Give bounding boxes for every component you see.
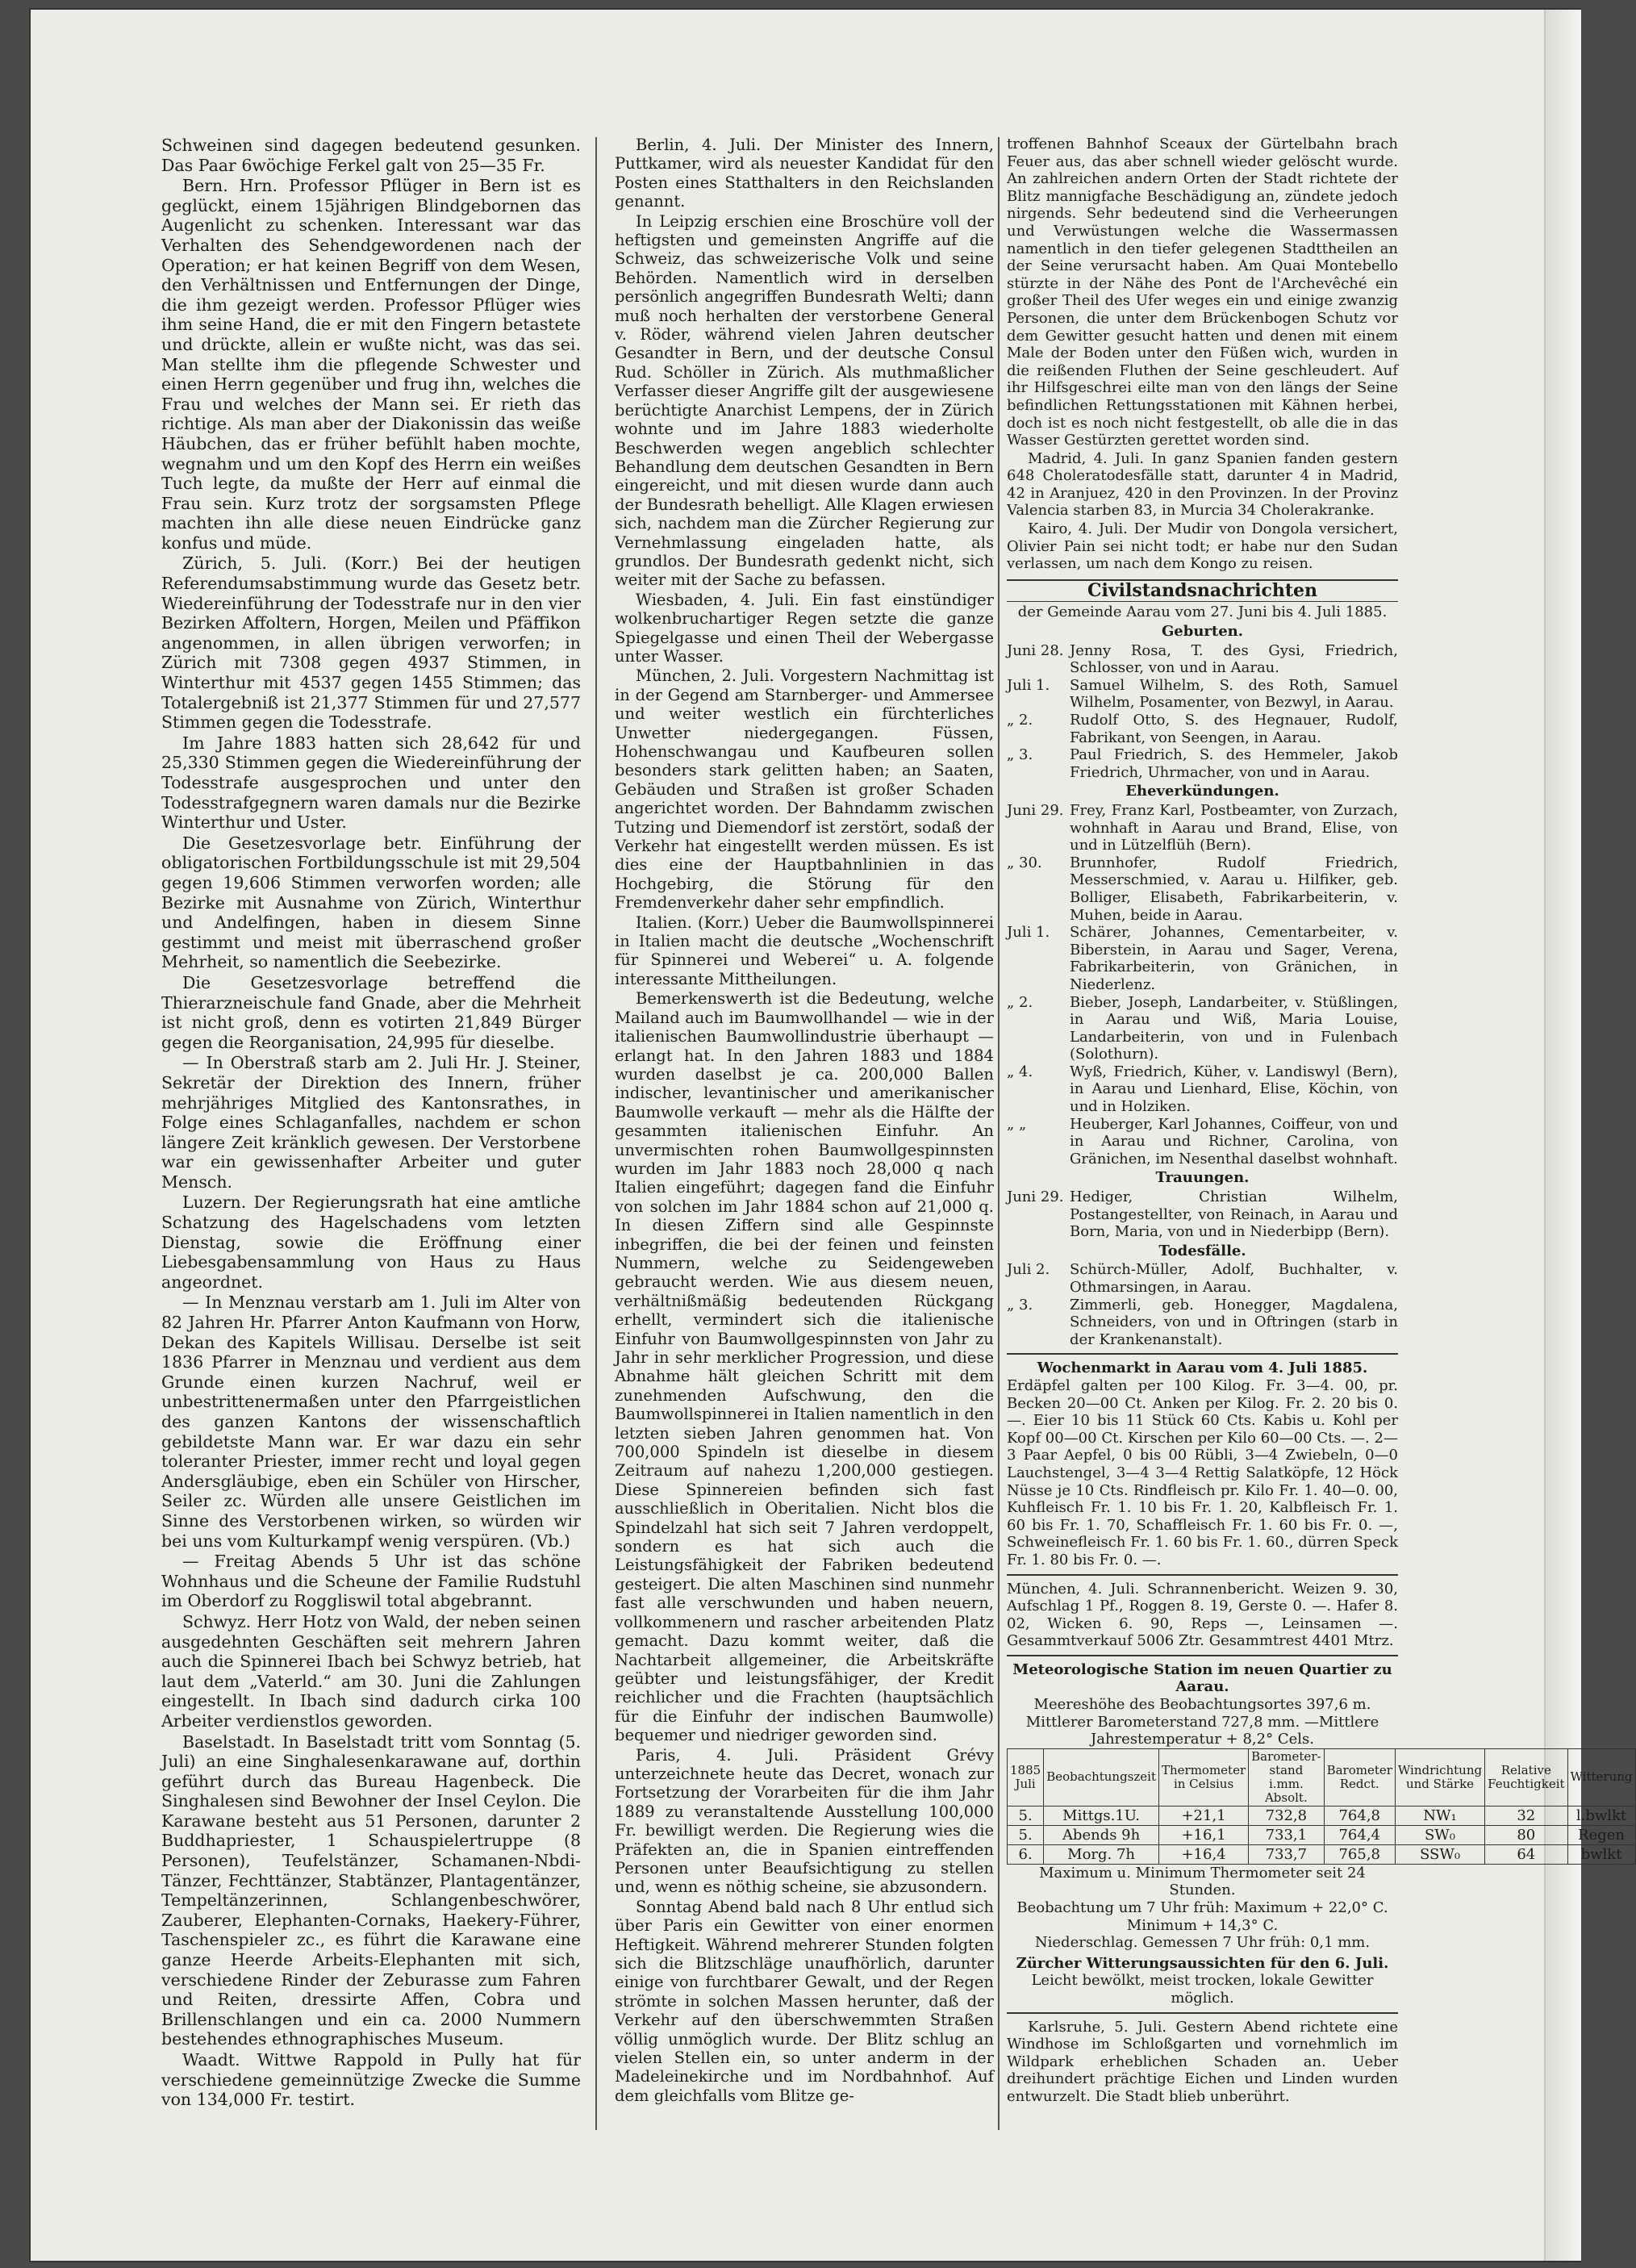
entry-date: „ „	[1007, 1115, 1027, 1133]
table-header: Relative Feuchtigkeit	[1485, 1748, 1567, 1806]
divider	[1007, 2012, 1398, 2014]
table-cell: Mittgs.1U.	[1044, 1806, 1159, 1825]
marriages-heading: Eheverkündungen.	[1125, 783, 1279, 800]
list-item	[1007, 642, 1398, 677]
entry-text: Rudolf Otto, S. des Hegnauer, Rudolf, Fabrikant, von Seengen, in Aarau.	[1070, 712, 1398, 746]
entry-date: „ 3.	[1007, 746, 1033, 764]
table-header: Thermometer in Celsius	[1158, 1748, 1248, 1806]
paragraph: — Freitag Abends 5 Uhr ist das schöne Wohnhaus und die Scheune der Familie Rudstuhl im Oberdorf zu Roggliswil total abgebrannt.	[161, 1552, 581, 1611]
weddings-heading: Trauungen.	[1155, 1169, 1250, 1187]
paragraph: Baselstadt. In Baselstadt tritt vom Sonntag (5. Juli) an eine Singhalesenkarawane auf, dorthin geführt durch das Bureau Hagenbeck. Die Singhalesen sind Bewohner der Insel Ceylon. Die Karawane besteht aus 51 Personen, darunter 2 Buddhapriester, 1 Schauspielertruppe (8 Personen), Teufelstänzer, Schamanen-Nbdi-Tänzer, Fechttänzer, Stabtänzer, Plantagentänzer, Tempeltänzerinnen, Schlangenbeschwörer, Zauberer, Elephanten-Cornaks, Haekery-Führer, Taschenspieler zc., es führt die Karawane eine ganze Heerde Arbeits-Elephanten mit sich, verschiedene Rinder der Zeburasse zum Fahren und Reiten, dressirte Affen, Cobra und Brillenschlangen und ein ca. 2000 Nummern bestehendes ethnographisches Museum.	[161, 1731, 581, 2049]
table-cell: SSW₀	[1395, 1844, 1484, 1864]
entry-date: „ 3.	[1007, 1296, 1033, 1314]
entry-text: Bieber, Joseph, Landarbeiter, v. Stüßlingen, in Aarau und Wiß, Maria Louise, Landarbeiterin, von und in Fulenbach (Solothurn).	[1070, 993, 1398, 1063]
table-cell: +16,1	[1158, 1825, 1248, 1844]
table-row	[1008, 1825, 1636, 1844]
paragraph: Waadt. Wittwe Rappold in Pully hat für verschiedene gemeinnützige Zwecke die Summe von 134,000 Fr. testirt.	[161, 2050, 581, 2110]
table-cell: 5.	[1008, 1806, 1044, 1825]
entry-text: Wyß, Friedrich, Küher, v. Landiswyl (Bern), in Aarau und Lienhard, Elise, Köchin, von und in Holziken.	[1070, 1063, 1398, 1116]
table-cell: 733,7	[1249, 1844, 1324, 1864]
meteo-note: Beobachtung um 7 Uhr früh: Maximum + 22,0° C.	[1016, 1899, 1388, 1917]
column-rule	[595, 137, 597, 2130]
page-edge	[1544, 10, 1581, 2261]
entry-date: Juli 2.	[1007, 1261, 1050, 1279]
list-item	[1007, 712, 1398, 746]
births-heading: Geburten.	[1161, 623, 1244, 641]
table-row	[1008, 1844, 1636, 1864]
paragraph: München, 2. Juli. Vorgestern Nachmittag ist in der Gegend am Starnberger- und Ammersee und weiter westlich ein fürchterliches Unwetter niedergegangen. Füssen, Hohenschwangau und Kaufbeuren sollen besonders stark gelitten haben; an Saaten, Gebäuden und Straßen ist großer Schaden angerichtet worden. Der Bahndamm zwischen Tutzing und Diemendorf ist zerstört, sodaß der Verkehr hat eingestellt werden müssen. Es ist dies eine der Hauptbahnlinien in das Hochgebirg, die Störung für den Fremdenverkehr daher sehr empfindlich.	[615, 666, 994, 913]
paragraph: Madrid, 4. Juli. In ganz Spanien fanden gestern 648 Choleratodesfälle statt, darunter 4 in Madrid, 42 in Aranjuez, 420 in den Provinzen. In der Provinz Valencia starben 83, in Murcia 34 Cholerakranke.	[1007, 449, 1398, 520]
list-item	[1007, 802, 1398, 854]
entry-text: Paul Friedrich, S. des Hemmeler, Jakob Friedrich, Uhrmacher, von und in Aarau.	[1070, 746, 1398, 781]
table-cell: +16,4	[1158, 1844, 1248, 1864]
table-cell: 64	[1485, 1844, 1567, 1864]
list-item	[1007, 1297, 1398, 1349]
civil-registry-subtitle: der Gemeinde Aarau vom 27. Juni bis 4. Juli 1885.	[1017, 604, 1388, 621]
meteo-note: Minimum + 14,3° C.	[1126, 1916, 1279, 1934]
entry-text: Frey, Franz Karl, Postbeamter, von Zurzach, wohnhaft in Aarau und Brand, Elise, von und in Lützelflüh (Bern).	[1070, 801, 1398, 854]
list-item	[1007, 924, 1398, 993]
list-item	[1007, 1261, 1398, 1296]
list-item	[1007, 677, 1398, 712]
entry-text: Heuberger, Karl Johannes, Coiffeur, von und in Aarau und Richner, Carolina, von Gränichen, im Nesenthal daselbst wohnhaft.	[1070, 1115, 1398, 1167]
table-row	[1008, 1806, 1636, 1825]
entry-date: „ 4.	[1007, 1063, 1033, 1080]
meteo-note: Maximum u. Minimum Thermometer seit 24 Stunden.	[1039, 1864, 1366, 1899]
paragraph: Luzern. Der Regierungsrath hat eine amtliche Schatzung des Hagelschadens vom letzten Dienstag, sowie die Eröffnung einer Liebesgabensammlung von Haus zu Haus angeordnet.	[161, 1192, 581, 1292]
entry-text: Jenny Rosa, T. des Gysi, Friedrich, Schlosser, von und in Aarau.	[1070, 641, 1398, 677]
table-cell: 80	[1485, 1825, 1567, 1844]
table-cell: Abends 9h	[1044, 1825, 1159, 1844]
entry-text: Schürch-Müller, Adolf, Buchhalter, v. Othmarsingen, in Aarau.	[1070, 1261, 1398, 1296]
column-2	[615, 136, 994, 2106]
market-report: Erdäpfel galten per 100 Kilog. Fr. 3—4. 00, pr. Becken 20—00 Ct. Anken per Kilog. Fr. 2. 20 bis 0. —. Eier 10 bis 11 Stück 60 Cts. Kabis u. Kohl per Kopf 00—00 Ct. Kirschen per Kilo 60—00 Cts. —. 2—3 Paar Aepfel, 0 bis 00 Rübli, 3—4 Zwiebeln, 0—0 Lauchstengel, 3—4 3—4 Rettig Salatköpfe, 12 Höck Nüsse je 10 Cts. Rindfleisch pr. Kilo Fr. 1. 40—0. 00, Kuhfleisch Fr. 1. 10 bis Fr. 1. 20, Kalbfleisch Fr. 1. 60 bis Fr. 1. 70, Schaffleisch Fr. 1. 60 bis Fr. 0. —, Schweinefleisch Fr. 1. 60 bis Fr. 1. 60., dürren Speck Fr. 1. 80 bis Fr. 0. —.	[1007, 1376, 1398, 1568]
entry-date: „ 30.	[1007, 854, 1042, 871]
column-1	[161, 136, 581, 2111]
column-rule	[998, 137, 1000, 2130]
civil-registry-title: Civilstandsnachrichten	[1007, 579, 1398, 603]
table-header: Barometer-stand i.mm. Absolt.	[1249, 1748, 1324, 1806]
table-cell: 765,8	[1324, 1844, 1395, 1864]
table-cell: 5.	[1008, 1825, 1044, 1844]
marriages-list	[1007, 802, 1398, 1167]
forecast-text: Leicht bewölkt, meist trocken, lokale Gewitter möglich.	[1031, 1972, 1374, 2007]
table-cell: 733,1	[1249, 1825, 1324, 1844]
paragraph: Schwyz. Herr Hotz von Wald, der neben seinen ausgedehnten Geschäften seit mehrern Jahren auch die Spinnerei Ibach bei Schwyz betrieb, hat laut dem „Vaterld.“ am 30. Juni die Zahlungen eingestellt. In Ibach sind dadurch cirka 100 Arbeiter verdienstlos geworden.	[161, 1611, 581, 1731]
entry-date: Juli 1.	[1007, 676, 1050, 694]
paragraph: Italien. (Korr.) Ueber die Baumwollspinnerei in Italien macht die deutsche „Wochenschrift für Spinnerei und Weberei“ u. A. folgende interessante Mittheilungen.	[615, 913, 994, 988]
entry-date: Juni 29.	[1007, 801, 1064, 819]
paragraph: Die Gesetzesvorlage betr. Einführung der obligatorischen Fortbildungsschule ist mit 29,504 gegen 19,606 Stimmen verworfen worden; alle Bezirke mit Ausnahme von Zürich, Winterthur und Andelfingen, haben in diesem Sinne gestimmt und meist mit überraschend großer Mehrheit, so namentlich die Seebezirke.	[161, 833, 581, 972]
paragraph: — In Oberstraß starb am 2. Juli Hr. J. Steiner, Sekretär der Direktion des Innern, früher mehrjähriges Mitglied des Kantonsrathes, in Folge eines Schlaganfalles, nachdem er schon längere Zeit kränklich gewesen. Der Verstorbene war ein gewissenhafter Arbeiter und guter Mensch.	[161, 1053, 581, 1192]
births-list	[1007, 642, 1398, 782]
table-header: Windrichtung und Stärke	[1395, 1748, 1484, 1806]
entry-date: Juli 1.	[1007, 924, 1050, 942]
table-header: 1885 Juli	[1008, 1748, 1044, 1806]
table-cell: Regen	[1567, 1825, 1635, 1844]
table-cell: 732,8	[1249, 1806, 1324, 1825]
paragraph: Paris, 4. Juli. Präsident Grévy unterzeichnete heute das Decret, wonach zur Fortsetzung der Vorarbeiten für die ihm Jahr 1889 zu veranstaltende Ausstellung 100,000 Fr. bewilligt werden. Die Regierung wies die Präfekten an, die in Spanien eintreffenden Personen unter Beaufsichtigung zu stellen und, wenn es nöthig scheine, sie abzusondern.	[615, 1745, 994, 1897]
table-cell: SW₀	[1395, 1825, 1484, 1844]
divider	[1007, 1574, 1398, 1576]
deaths-heading: Todesfälle.	[1158, 1242, 1246, 1259]
table-cell: 764,8	[1324, 1806, 1395, 1825]
entry-text: Schärer, Johannes, Cementarbeiter, v. Biberstein, in Aarau und Sager, Verena, Fabrikarbeiterin, von Gränichen, in Niederlenz.	[1070, 924, 1398, 993]
forecast-title: Zürcher Witterungsaussichten für den 6. Juli.	[1016, 1954, 1389, 1972]
list-item	[1007, 854, 1398, 924]
paragraph: — In Menznau verstarb am 1. Juli im Alter von 82 Jahren Hr. Pfarrer Anton Kaufmann von Horw, Dekan des Kapitels Willisau. Derselbe ist seit 1836 Pfarrer in Menznau und verdient aus dem Grunde einen kurzen Nachruf, weil er unbestrittenermaßen unter den Pfarrgeistlichen des ganzen Kantons der wissenschaftlich gebildetste Mann war. Er war dazu ein sehr toleranter Priester, immer recht und loyal gegen Andersgläubige, eben ein Schüler von Hirscher, Seiler zc. Würden alle unsere Geistlichen im Sinne des Verstorbenen wirken, so würden wir bei uns vom Kulturkampf wenig verspüren. (Vb.)	[161, 1293, 581, 1551]
table-cell: Morg. 7h	[1044, 1844, 1159, 1864]
column-3	[1007, 136, 1633, 2107]
paragraph: Bemerkenswerth ist die Bedeutung, welche Mailand auch im Baumwollhandel — wie in der italienischen Baumwollindustrie überhaupt — erlangt hat. In den Jahren 1883 und 1884 wurden daselbst je ca. 200,000 Ballen indischer, levantinischer und amerikanischer Baumwolle verkauft — mehr als die Hälfte der gesammten italienischen Einfuhr. An unvermischten rohen Baumwollgespinnsten wurden im Jahr 1883 noch 28,000 q nach Italien eingeführt; dagegen fand die Einfuhr von solchen im Jahr 1884 schon auf 21,000 q. In diesen Ziffern sind alle Gespinnste inbegriffen, die bei der feinen und feinsten Nummern, welche zu Seidengeweben gebraucht werden. Wie aus diesem neuen, verhältnißmäßig bedeutenden Rückgang erhellt, vermindert sich die italienische Einfuhr von Baumwollgespinnsten von Jahr zu Jahr in sehr merklicher Progression, und diese Abnahme hält gleichen Schritt mit dem zunehmenden Aufschwung, den die Baumwollspinnerei in Italien namentlich in den letzten sieben Jahren genommen hat. Von 700,000 Spindeln ist dieselbe in diesem Zeitraum auf nahezu 1,200,000 gestiegen. Diese Spinnereien befinden sich fast ausschließlich in Oberitalien. Nicht blos die Spindelzahl hat sich seit 7 Jahren verdoppelt, sondern es hat sich auch die Leistungsfähigkeit der Fabriken bedeutend gesteigert. Die alten Maschinen sind nunmehr fast alle verschwunden und haben neuern, vollkommenern und rascher arbeitenden Platz gemacht. Dazu kommt weiter, daß die Nachtarbeit allgemeiner, die Arbeitskräfte geübter und leistungsfähiger, der Kredit reichlicher und die Frachten (hauptsächlich für die Einfuhr der indischen Baumwolle) bequemer und niedriger geworden sind.	[615, 989, 994, 1745]
meteo-note: Niederschlag. Gemessen 7 Uhr früh: 0,1 mm.	[1034, 1934, 1371, 1952]
entry-date: Juni 29.	[1007, 1188, 1064, 1206]
meteo-line: Meereshöhe des Beobachtungsortes 397,6 m.	[1033, 1696, 1371, 1714]
list-item	[1007, 746, 1398, 781]
entry-text: Brunnhofer, Rudolf Friedrich, Messerschmied, v. Aarau u. Hilfiker, geb. Bolliger, Elisabeth, Fabrikarbeiterin, v. Muhen, beide in Aarau.	[1070, 854, 1398, 924]
table-header: Witterung	[1567, 1748, 1635, 1806]
table-cell: 32	[1485, 1806, 1567, 1825]
meteo-line: Jahrestemperatur + 8,2° Cels.	[1091, 1731, 1314, 1748]
paragraph: Karlsruhe, 5. Juli. Gestern Abend richtete eine Windhose im Schloßgarten und vornehmlich im Wildpark erheblichen Schaden an. Ueber dreihundert prächtige Eichen und Linden wurden entwurzelt. Die Stadt blieb unberührt.	[1007, 2018, 1398, 2105]
meteo-title: Meteorologische Station im neuen Quartier zu Aarau.	[1012, 1660, 1392, 1696]
list-item	[1007, 1188, 1398, 1241]
paragraph: Berlin, 4. Juli. Der Minister des Innern, Puttkamer, wird als neuester Kandidat für den Posten eines Statthalters in den Reichslanden genannt.	[615, 136, 994, 211]
paragraph: Zürich, 5. Juli. (Korr.) Bei der heutigen Referendumsabstimmung wurde das Gesetz betr. Wiedereinführung der Todesstrafe nur in den vier Bezirken Affoltern, Horgen, Meilen und Pfäffikon angenommen, in allen übrigen verworfen; in Zürich mit 7308 gegen 4937 Stimmen, in Winterthur mit 4537 gegen 1455 Stimmen; das Totalergebniß ist 21,377 Stimmen für und 27,577 Stimmen gegen die Todesstrafe.	[161, 553, 581, 733]
divider	[1007, 1353, 1398, 1355]
entry-text: Hediger, Christian Wilhelm, Postangestellter, von Reinach, in Aarau und Born, Maria, von und in Niederbipp (Bern).	[1070, 1188, 1398, 1241]
table-cell: 764,4	[1324, 1825, 1395, 1844]
list-item	[1007, 994, 1398, 1063]
paragraph: Sonntag Abend bald nach 8 Uhr entlud sich über Paris ein Gewitter von einer enormen Heftigkeit. Während mehrerer Stunden folgten sich die Blitzschläge unaufhörlich, darunter einige von furchtbarer Gewalt, und der Regen strömte in solchen Massen herunter, daß der Verkehr auf den überschwemmten Straßen völlig unmöglich wurde. Der Blitz schlug an vielen Stellen ein, so unter anderm in der Madeleinekirche und im Nordbahnhof. Auf dem gleichfalls vom Blitze ge-	[615, 1897, 994, 2105]
entry-date: „ 2.	[1007, 993, 1033, 1011]
paragraph: In Leipzig erschien eine Broschüre voll der heftigsten und gemeinsten Angriffe auf die Schweiz, das schweizerische Volk und seine Behörden. Namentlich wird in derselben persönlich angegriffen Bundesrath Welti; dann muß noch herhalten der verstorbene General v. Röder, während vielen Jahren deutscher Gesandter in Bern, und der deutsche Consul Rud. Schöller in Zürich. Als muthmaßlicher Verfasser dieser Angriffe gilt der ausgewiesene berüchtigte Anarchist Lempens, der in Zürich wohnte und im Jahre 1883 wiederholte Beschwerden wegen angeblich schlechter Behandlung dem deutschen Gesandten in Bern eingereicht, und mit diesen wurde dann auch der Bundesrath behelligt. Alle Klagen erwiesen sich, nachdem man die Zürcher Regierung zur Vernehmlassung eingeladen hatte, als grundlos. Der Bundesrath gedenkt nicht, sich weiter mit der Sache zu befassen.	[615, 211, 994, 590]
entry-text: Samuel Wilhelm, S. des Roth, Samuel Wilhelm, Posamenter, von Bezwyl, in Aarau.	[1070, 676, 1398, 712]
paragraph: Die Gesetzesvorlage betreffend die Thierarzneischule fand Gnade, aber die Mehrheit ist nicht groß, denn es votirten 21,849 Bürger gegen die Reorganisation, 24,995 für dieselbe.	[161, 972, 581, 1052]
munich-grain-report: München, 4. Juli. Schrannenbericht. Weizen 9. 30, Aufschlag 1 Pf., Roggen 8. 19, Gerste 0. —. Hafer 8. 02, Wicken 6. 90, Reps —, Leinsamen —. Gesammtverkauf 5006 Ztr. Gesammtrest 4401 Mtrz.	[1007, 1580, 1398, 1650]
weather-table	[1007, 1748, 1636, 1865]
list-item	[1007, 1116, 1398, 1168]
paragraph: Wiesbaden, 4. Juli. Ein fast einstündiger wolkenbruchartiger Regen setzte die ganze Spiegelgasse und einen Theil der Webergasse unter Wasser.	[615, 590, 994, 666]
table-cell: l.bwlkt	[1567, 1806, 1635, 1825]
list-item	[1007, 1063, 1398, 1116]
paragraph: Bern. Hrn. Professor Pflüger in Bern ist es geglückt, einem 15jährigen Blindgebornen das Augenlicht zu schenken. Interessant war das Verhalten des Sehendgewordenen nach der Operation; er hat keinen Begriff von dem Wesen, den Verhältnissen und Entfernungen der Dinge, die ihm gezeigt werden. Professor Pflüger wies ihm seine Hand, die er mit den Fingern betastete und drückte, allein er wußte nicht, was das sei. Man stellte ihm die pflegende Schwester und einen Herrn gegenüber und frug ihn, welches die Frau und welches der Mann sei. Er rieth das richtige. Als man aber der Diakonissin das weiße Häubchen, das er früher befühlt haben mochte, wegnahm und um den Kopf des Herrn ein weißes Tuch legte, da mußte der Herr auf einmal die Frau sein. Kurz trotz der sorgsamsten Pflege machten ihn alle diese neuen Eindrücke ganz konfus und müde.	[161, 176, 581, 553]
table-cell: +21,1	[1158, 1806, 1248, 1825]
market-title: Wochenmarkt in Aarau vom 4. Juli 1885.	[1037, 1360, 1368, 1377]
paragraph: Im Jahre 1883 hatten sich 28,642 für und 25,330 Stimmen gegen die Wiedereinführung der Todesstrafe ausgesprochen und unter den Todesstrafgegnern waren damals nur die Bezirke Winterthur und Uster.	[161, 733, 581, 833]
paragraph: troffenen Bahnhof Sceaux der Gürtelbahn brach Feuer aus, das aber schnell wieder gelöscht wurde. An zahlreichen andern Orten der Stadt richtete der Blitz mannigfache Beschädigung an, zündete jedoch nirgends. Sehr bedeutend sind die Verheerungen und Verwüstungen welche die Wassermassen namentlich in den tiefer gelegenen Stadttheilen an der Seine verursacht haben. Am Quai Montebello stürzte in der Nähe des Pont de l'Archevêché ein großer Theil des Ufer weges ein und einige zwanzig Personen, die unter dem Brückenbogen Schutz vor dem Gewitter gesucht hatten und denen mit einem Male der Boden unter den Füßen wich, wurden in die reißenden Fluthen der Seine geschleudert. Auf ihr Hilfsgeschrei eilte man von den längs der Seine befindlichen Rettungsstationen mit Kähnen herbei, doch ist es noch nicht festgestellt, ob alle die in das Wasser Gestürzten gerettet worden sind.	[1007, 136, 1398, 449]
table-cell: bwlkt	[1567, 1844, 1635, 1864]
entry-date: Juni 28.	[1007, 641, 1064, 659]
paragraph: Kairo, 4. Juli. Der Mudir von Dongola versichert, Olivier Pain sei nicht todt; er habe nur den Sudan verlassen, um nach dem Kongo zu reisen.	[1007, 520, 1398, 573]
entry-text: Zimmerli, geb. Honegger, Magdalena, Schneiders, von und in Oftringen (starb in der Krankenanstalt).	[1070, 1296, 1398, 1348]
divider	[1007, 1655, 1398, 1656]
meteo-line: Mittlerer Barometerstand 727,8 mm. —Mittlere	[1025, 1713, 1379, 1731]
table-header: Beobachtungszeit	[1044, 1748, 1159, 1806]
paragraph: Schweinen sind dagegen bedeutend gesunken. Das Paar 6wöchige Ferkel galt von 25—35 Fr.	[161, 136, 581, 175]
table-cell: NW₁	[1395, 1806, 1484, 1825]
table-header: Barometer Redct.	[1324, 1748, 1395, 1806]
table-header-row	[1008, 1748, 1636, 1806]
entry-date: „ 2.	[1007, 712, 1033, 729]
table-cell: 6.	[1008, 1844, 1044, 1864]
